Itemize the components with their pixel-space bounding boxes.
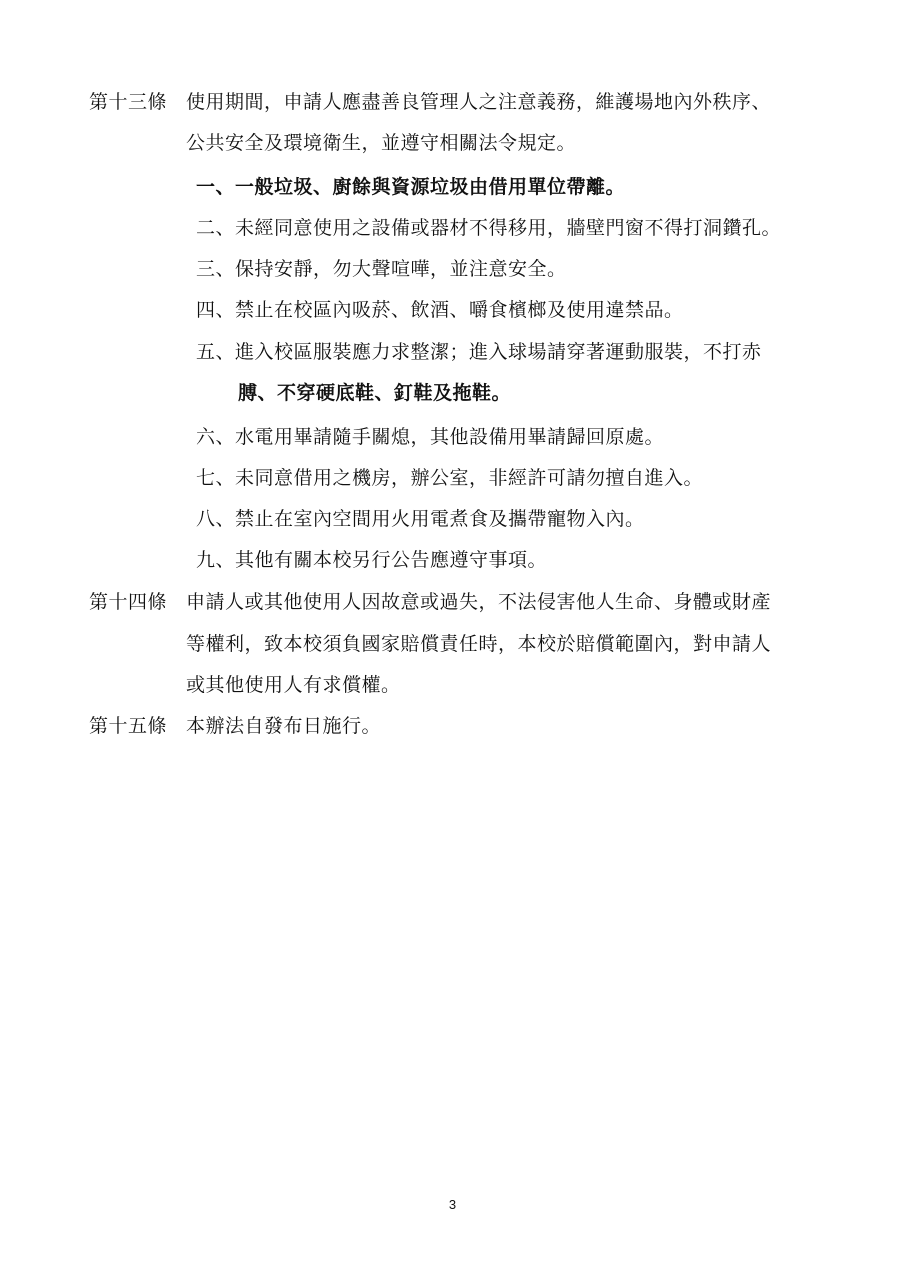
article-13-item-5: 五、進入校區服裝應力求整潔；進入球場請穿著運動服裝，不打赤 — [196, 341, 762, 363]
article-14-first-line — [89, 590, 771, 614]
article-13-item-4: 四、禁止在校區內吸菸、飲酒、嚼食檳榔及使用違禁品。 — [196, 299, 684, 321]
article-13-first-line — [89, 90, 771, 114]
page-number: 3 — [448, 1197, 457, 1212]
article-15-text-line-1: 本辦法自發布日施行。 — [186, 715, 382, 737]
article-13-text-line-1: 使用期間，申請人應盡善良管理人之注意義務，維護場地內外秩序、 — [186, 91, 772, 113]
article-13-item-1: 一、一般垃圾、廚餘與資源垃圾由借用單位帶離。 — [196, 176, 626, 198]
article-13-text-line-2: 公共安全及環境衛生，並遵守相關法令規定。 — [186, 132, 577, 154]
article-15-label: 第十五條 — [89, 715, 168, 737]
article-14-text-line-1: 申請人或其他使用人因故意或過失，不法侵害他人生命、身體或財產 — [186, 591, 772, 613]
article-13-item-5-continuation: 膊、不穿硬底鞋、釘鞋及拖鞋。 — [238, 382, 512, 404]
article-13-item-8: 八、禁止在室內空間用火用電煮食及攜帶寵物入內。 — [196, 508, 645, 530]
article-13-item-9: 九、其他有關本校另行公告應遵守事項。 — [196, 549, 548, 571]
article-13-item-6: 六、水電用畢請隨手關熄，其他設備用畢請歸回原處。 — [196, 426, 665, 448]
article-13-item-3: 三、保持安靜，勿大聲喧嘩，並注意安全。 — [196, 258, 567, 280]
article-14-text-line-2: 等權利，致本校須負國家賠償責任時，本校於賠償範圍內，對申請人 — [186, 633, 772, 655]
article-15-first-line — [89, 714, 381, 738]
article-14-text-line-3: 或其他使用人有求償權。 — [186, 674, 401, 696]
article-14-label: 第十四條 — [89, 591, 168, 613]
article-13-label: 第十三條 — [89, 91, 168, 113]
article-13-item-7: 七、未同意借用之機房，辦公室，非經許可請勿擅自進入。 — [196, 467, 704, 489]
article-13-item-2: 二、未經同意使用之設備或器材不得移用，牆壁門窗不得打洞鑽孔。 — [196, 217, 782, 239]
